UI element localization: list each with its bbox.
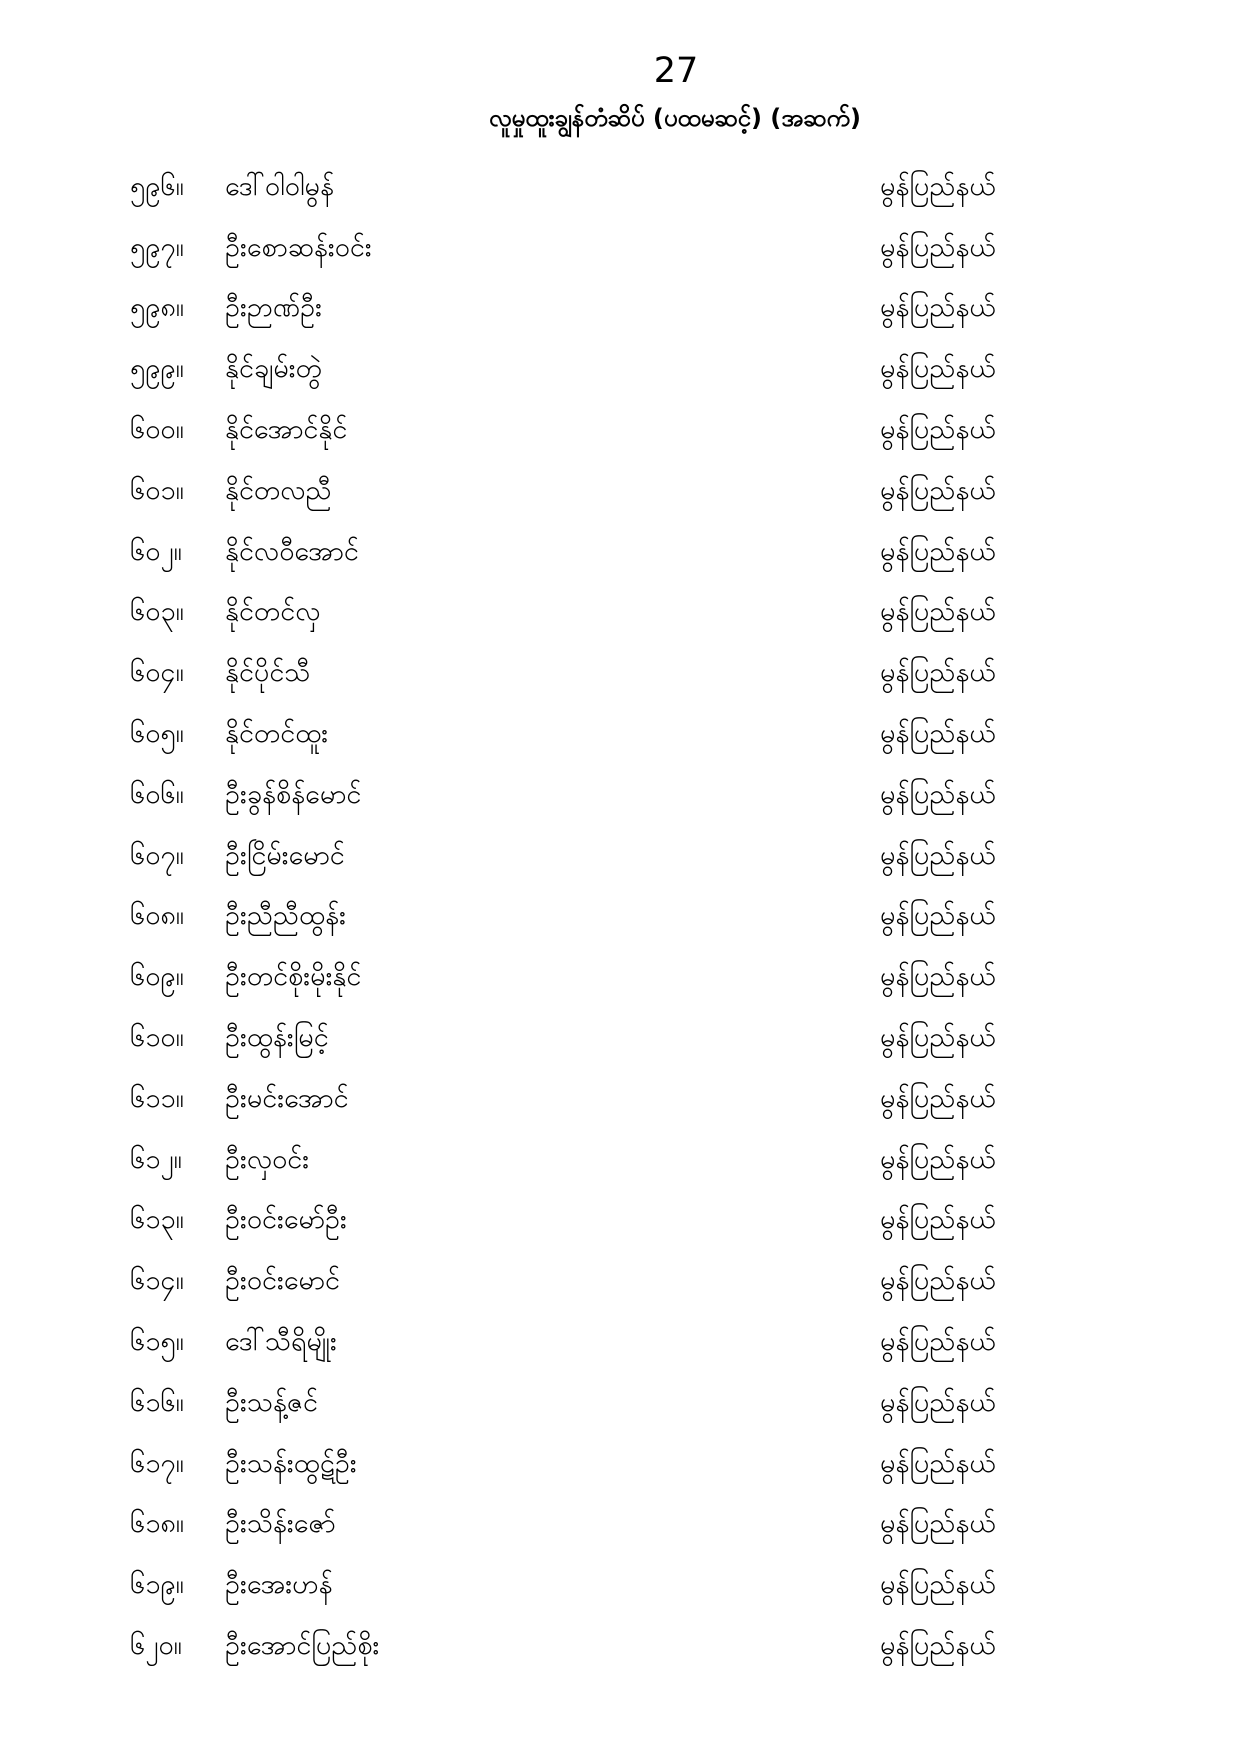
region-name: မွန်ပြည်နယ် (880, 1386, 996, 1418)
recipient-name: ဦးအေးဟန် (225, 1569, 333, 1601)
entry-number: ၅၉၈။ (130, 292, 184, 324)
region-name: မွန်ပြည်နယ် (880, 839, 996, 871)
recipient-name: ဦးငြိမ်းမောင် (225, 839, 345, 871)
recipient-name: ဦးဝင်းမောင် (225, 1265, 340, 1297)
recipient-name: ဦးလှဝင်း (225, 1143, 310, 1175)
entry-number: ၆၁၄။ (130, 1265, 184, 1297)
recipient-name: ဒေါ်ဝါဝါမွန် (225, 170, 334, 202)
entry-number: ၆၁၅။ (130, 1326, 184, 1358)
recipient-name: ဦးအောင်ပြည်စိုး (225, 1630, 380, 1661)
entry-number: ၆၀၅။ (130, 718, 184, 750)
recipient-name: ဦးစောဆန်းဝင်း (225, 231, 372, 263)
entry-number: ၆၀၉။ (130, 961, 184, 993)
entry-number: ၆၀၂။ (130, 535, 182, 567)
list-item (0, 1190, 1241, 1251)
region-name: မွန်ပြည်နယ် (880, 900, 996, 932)
entry-number: ၆၀၃။ (130, 596, 184, 628)
list-item (0, 825, 1241, 886)
list-item (0, 1068, 1241, 1129)
list-item (0, 1311, 1241, 1372)
list-item (0, 399, 1241, 460)
recipient-name: ဦးထွန်းမြင့် (225, 1022, 329, 1054)
region-name: မွန်ပြည်နယ် (880, 535, 996, 567)
region-name: မွန်ပြည်နယ် (880, 1630, 996, 1661)
document-title: လူမှုထူးချွန်တံဆိပ် (ပထမဆင့်) (အဆက်) (489, 104, 861, 132)
list-item (0, 703, 1241, 764)
entry-number: ၆၀၈။ (130, 900, 184, 932)
region-name: မွန်ပြည်နယ် (880, 292, 996, 324)
list-item (0, 521, 1241, 582)
recipient-name: ဦးဉာဏ်ဦး (225, 292, 322, 324)
region-name: မွန်ပြည်နယ် (880, 1082, 996, 1114)
list-item (0, 582, 1241, 643)
region-name: မွန်ပြည်နယ် (880, 353, 996, 385)
recipient-name: ဦးတင်စိုးမိုးနိုင် (225, 961, 362, 993)
region-name: မွန်ပြည်နယ် (880, 1265, 996, 1297)
region-name: မွန်ပြည်နယ် (880, 718, 996, 750)
region-name: မွန်ပြည်နယ် (880, 1022, 996, 1054)
recipient-name: ဦးမင်းအောင် (225, 1082, 349, 1114)
list-item (0, 1250, 1241, 1311)
entry-number: ၆၁၈။ (130, 1508, 184, 1540)
recipient-name: နိုင်လဝီအောင် (225, 535, 359, 567)
region-name: မွန်ပြည်နယ် (880, 1508, 996, 1540)
list-item (0, 886, 1241, 947)
entry-number: ၆၀၇။ (130, 839, 184, 871)
region-name: မွန်ပြည်နယ် (880, 961, 996, 993)
entry-number: ၆၁၉။ (130, 1569, 184, 1601)
region-name: မွန်ပြည်နယ် (880, 231, 996, 263)
list-item (0, 338, 1241, 399)
region-name: မွန်ပြည်နယ် (880, 474, 996, 506)
region-name: မွန်ပြည်နယ် (880, 1326, 996, 1358)
recipient-name: ဦးသိန်းဇော် (225, 1508, 336, 1540)
list-item (0, 946, 1241, 1007)
region-name: မွန်ပြည်နယ် (880, 170, 996, 202)
list-item (0, 1615, 1241, 1676)
region-name: မွန်ပြည်နယ် (880, 1569, 996, 1601)
entry-number: ၆၀၆။ (130, 778, 184, 810)
list-item (0, 1554, 1241, 1615)
region-name: မွန်ပြည်နယ် (880, 778, 996, 810)
list-item (0, 460, 1241, 521)
recipient-name: နိုင်အောင်နိုင် (225, 414, 348, 446)
recipient-name: နိုင်တလညီ (225, 474, 332, 506)
recipient-name: နိုင်ချမ်းတွဲ (225, 353, 322, 385)
recipient-name: နိုင်ပိုင်သီ (225, 657, 311, 689)
recipient-name: ဦးညီညီထွန်း (225, 900, 346, 932)
region-name: မွန်ပြည်နယ် (880, 596, 996, 628)
list-item (0, 1494, 1241, 1555)
list-item (0, 217, 1241, 278)
entry-number: ၆၁၃။ (130, 1204, 184, 1236)
entry-number: ၆၁၆။ (130, 1386, 184, 1418)
entry-number: ၆၀၁။ (130, 474, 184, 506)
region-name: မွန်ပြည်နယ် (880, 414, 996, 446)
entry-number: ၆၁၂။ (130, 1143, 182, 1175)
recipient-name: ဦးသန်းထွဋ်ဦး (225, 1447, 357, 1479)
entry-number: ၆၂၀။ (130, 1630, 182, 1661)
region-name: မွန်ပြည်နယ် (880, 1143, 996, 1175)
page-number: 27 (653, 51, 699, 91)
entry-number: ၅၉၇။ (130, 231, 184, 263)
entry-number: ၆၀၄။ (130, 657, 184, 689)
list-item (0, 1129, 1241, 1190)
award-list (0, 156, 1241, 1676)
entry-number: ၆၁၁။ (130, 1082, 184, 1114)
recipient-name: နိုင်တင်ထူး (225, 718, 329, 750)
list-item (0, 278, 1241, 339)
recipient-name: နိုင်တင်လှ (225, 596, 321, 628)
recipient-name: ဦးခွန်စိန်မောင် (225, 778, 362, 810)
region-name: မွန်ပြည်နယ် (880, 1447, 996, 1479)
entry-number: ၆၁၀။ (130, 1022, 184, 1054)
list-item (0, 156, 1241, 217)
entry-number: ၅၉၆။ (130, 170, 184, 202)
recipient-name: ဒေါ်သီရိမျိုး (225, 1326, 337, 1358)
entry-number: ၅၉၉။ (130, 353, 184, 385)
list-item (0, 1007, 1241, 1068)
entry-number: ၆၀၀။ (130, 414, 184, 446)
region-name: မွန်ပြည်နယ် (880, 1204, 996, 1236)
entry-number: ၆၁၇။ (130, 1447, 184, 1479)
list-item (0, 764, 1241, 825)
recipient-name: ဦးသန့်ဇင် (225, 1386, 318, 1418)
list-item (0, 1372, 1241, 1433)
region-name: မွန်ပြည်နယ် (880, 657, 996, 689)
list-item (0, 1433, 1241, 1494)
list-item (0, 642, 1241, 703)
recipient-name: ဦးဝင်းမော်ဦး (225, 1204, 347, 1236)
